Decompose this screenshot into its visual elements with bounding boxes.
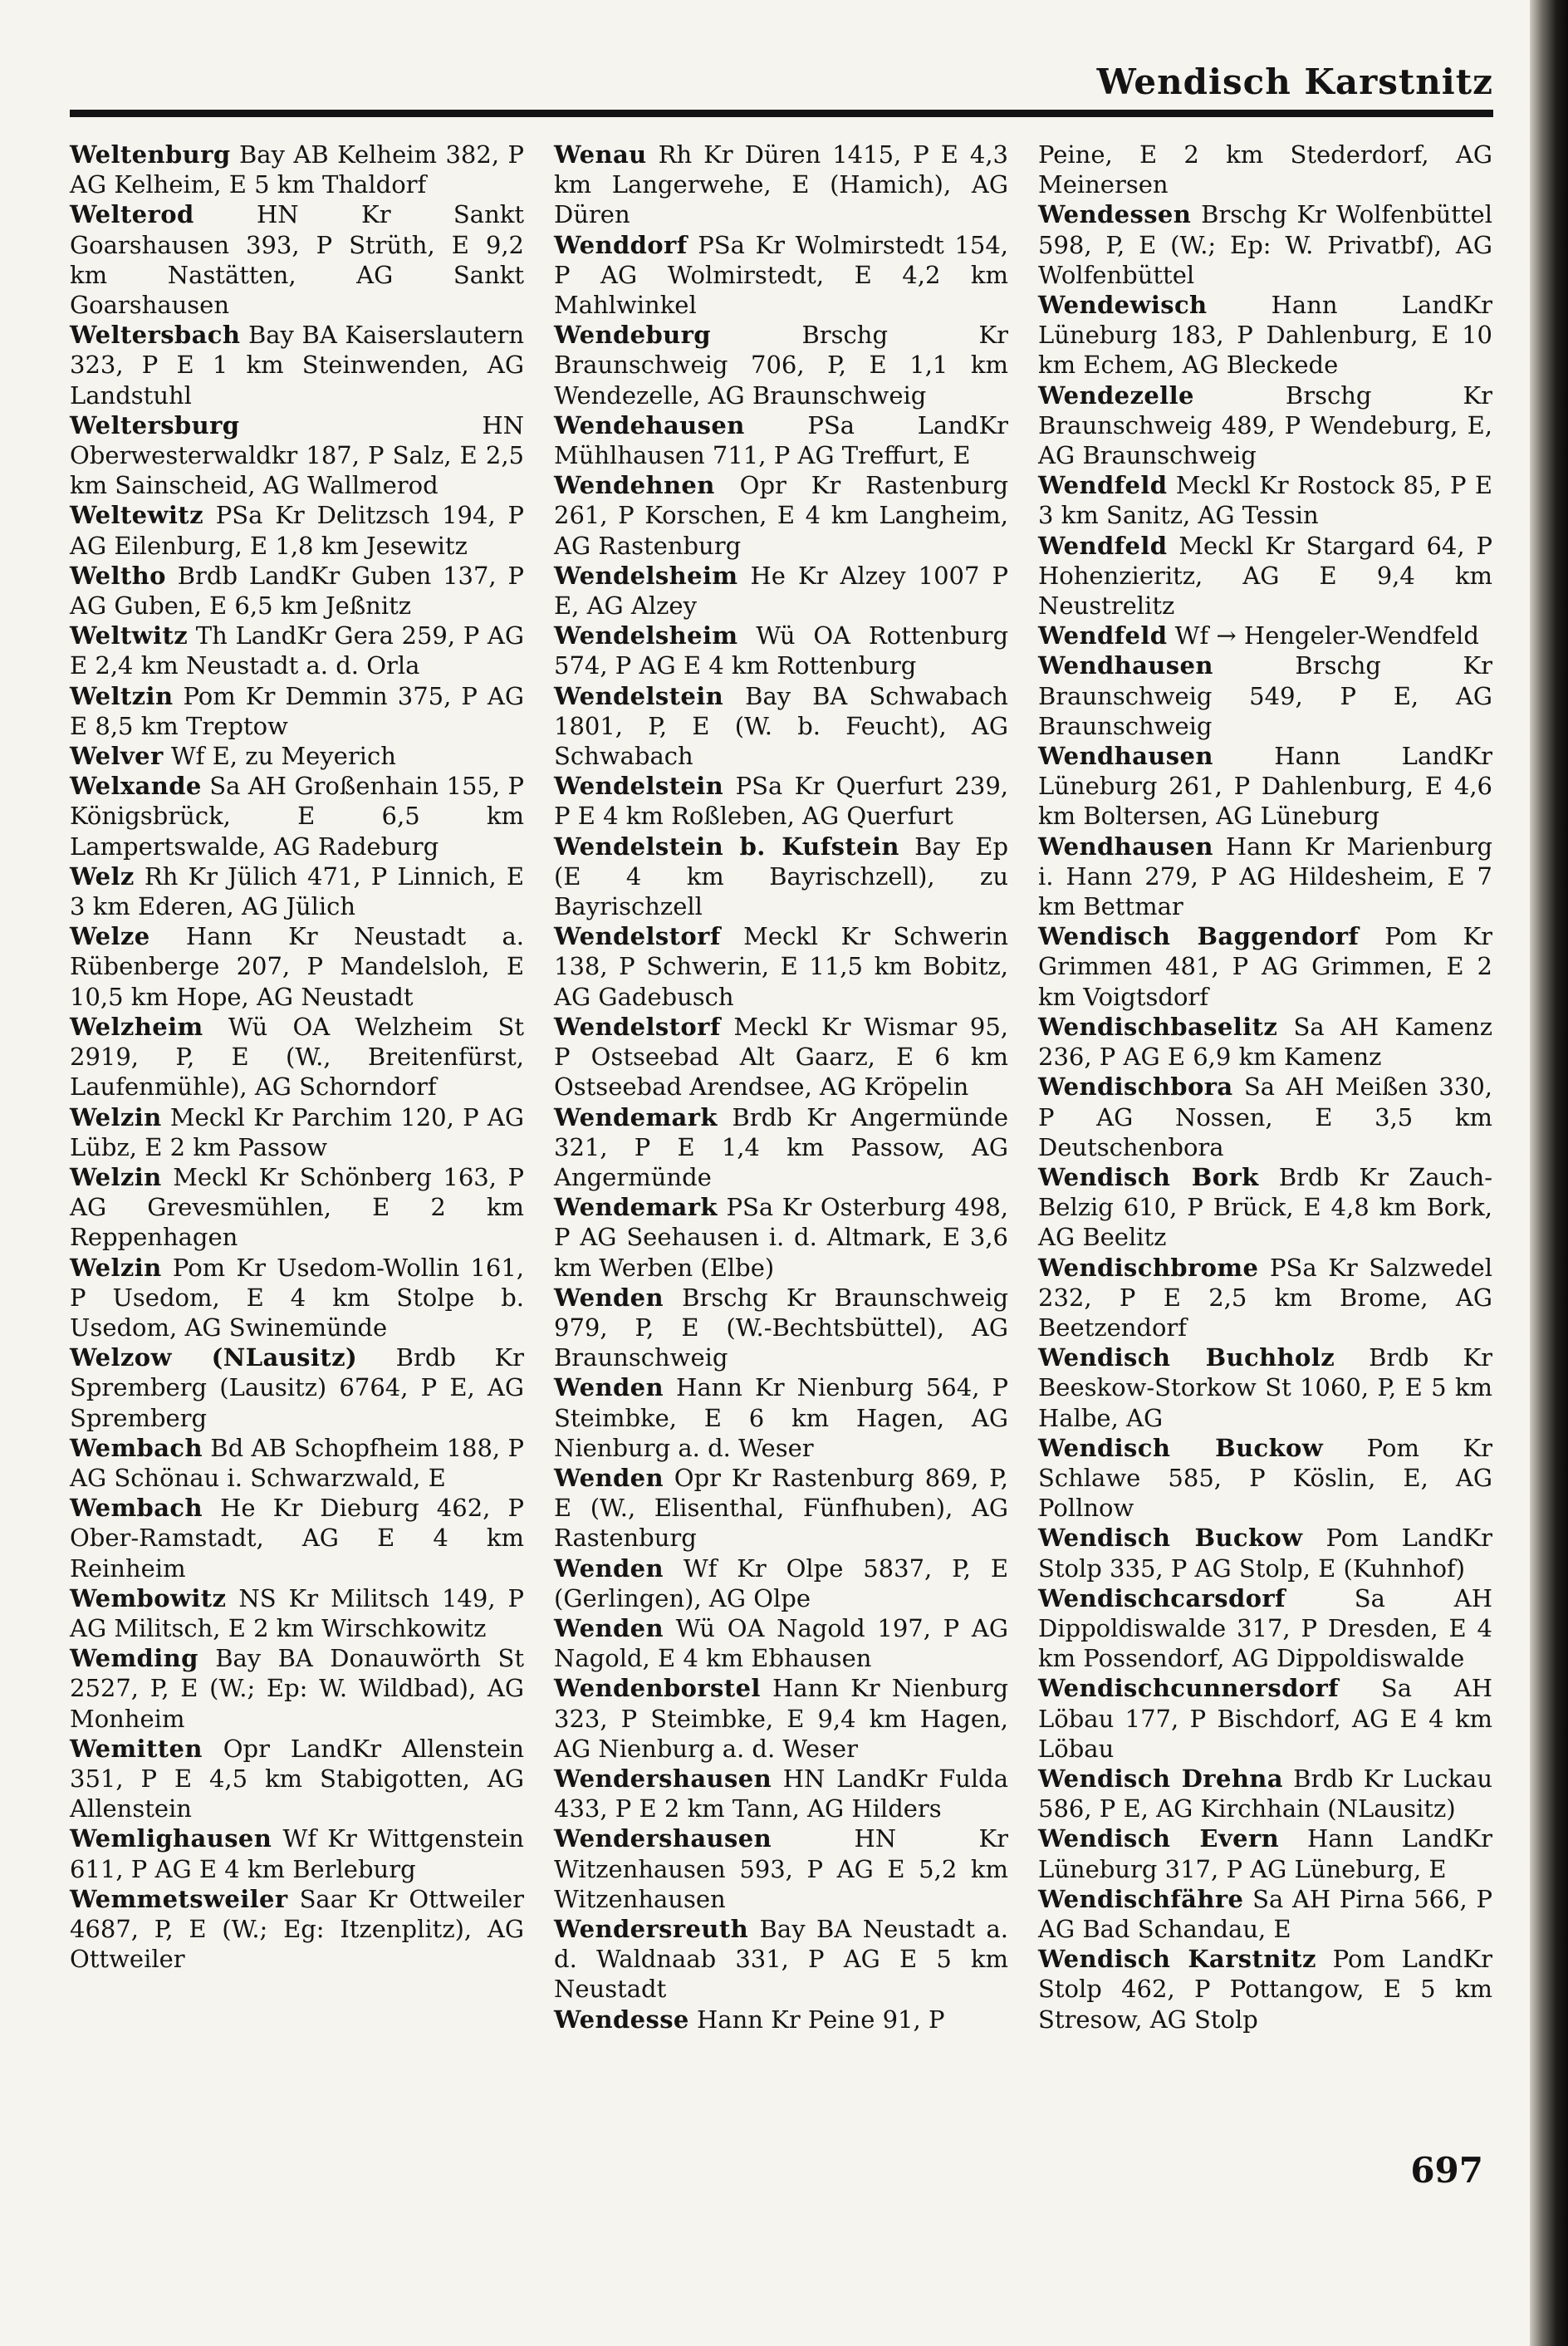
header-title: Wendisch Karstnitz — [1096, 61, 1493, 102]
entry-text: Brschg Kr Braunschweig 979, P, E (W.-Bechtsbüttel), AG Braunschweig — [554, 1283, 1009, 1372]
gazetteer-entry — [1038, 1253, 1492, 1343]
entry-headword: Wendewisch — [1038, 291, 1208, 320]
gazetteer-entry — [554, 230, 1008, 321]
entry-text: Pom LandKr Stolp 335, P AG Stolp, E (Kuhnhof) — [1038, 1524, 1492, 1583]
gazetteer-entry — [70, 140, 524, 199]
gazetteer-entry — [554, 921, 1008, 1012]
entry-text: Hann LandKr Lüneburg 261, P Dahlenburg, E 4,6 km Boltersen, AG Lüneburg — [1038, 742, 1492, 831]
gazetteer-entry — [554, 832, 1008, 922]
gazetteer-entry — [70, 1493, 524, 1583]
gazetteer-entry — [554, 771, 1008, 831]
gazetteer-entry — [70, 561, 524, 621]
gazetteer-entry — [554, 410, 1008, 470]
entry-headword: Welterod — [70, 200, 194, 229]
gazetteer-entry — [1038, 140, 1492, 199]
entry-text: Sa AH Kamenz 236, P AG E 6,9 km Kamenz — [1038, 1012, 1492, 1072]
gazetteer-entry — [554, 2005, 1008, 2034]
gazetteer-entry — [70, 1433, 524, 1493]
entry-text: Pom Kr Demmin 375, P AG E 8,5 km Treptow — [70, 681, 524, 740]
entry-text: PSa Kr Salzwedel 232, P E 2,5 km Brome, AG Beetzendorf — [1038, 1253, 1492, 1342]
entry-text: HN Kr Witzenhausen 593, P AG E 5,2 km Witzenhausen — [554, 1824, 1008, 1913]
entry-text: Wf E, zu Meyerich — [170, 742, 396, 771]
entry-headword: Wendhausen — [1038, 832, 1213, 861]
entry-text: Meckl Kr Wismar 95, P Ostseebad Alt Gaarz, E 6 km Ostseebad Arendsee, AG Kröpelin — [554, 1012, 1009, 1102]
gazetteer-entry — [554, 681, 1008, 772]
gazetteer-entry — [70, 681, 524, 741]
entry-text: Hann LandKr Lüneburg 183, P Dahlenburg, E 10 km Echem, AG Bleckede — [1038, 291, 1492, 380]
gazetteer-entry — [1038, 1673, 1492, 1764]
gazetteer-entry — [70, 1342, 524, 1433]
entry-headword: Wendelstein — [554, 772, 724, 801]
entry-text: Hann LandKr Lüneburg 317, P AG Lüneburg, E — [1038, 1824, 1492, 1883]
gazetteer-entry — [70, 410, 524, 501]
gazetteer-entry — [70, 741, 524, 771]
entry-headword: Wendhausen — [1038, 742, 1213, 771]
entry-text: Rh Kr Jülich 471, P Linnich, E 3 km Ederen, AG Jülich — [70, 861, 524, 921]
entry-text: Wf Kr Olpe 5837, P, E (Gerlingen), AG Olpe — [554, 1553, 1008, 1612]
entry-text: Pom Kr Grimmen 481, P AG Grimmen, E 2 km Voigtsdorf — [1038, 922, 1492, 1011]
gazetteer-entry — [554, 1764, 1008, 1823]
entry-headword: Wendisch Baggendorf — [1038, 922, 1360, 951]
gazetteer-entry — [70, 1102, 524, 1162]
entry-headword: Weltersbach — [70, 321, 241, 350]
entry-headword: Wenden — [554, 1463, 664, 1492]
column-2 — [554, 140, 1008, 2150]
entry-headword: Wendfeld — [1038, 621, 1168, 650]
entry-headword: Wemmetsweiler — [70, 1884, 288, 1913]
entry-text: Sa AH Löbau 177, P Bischdorf, AG E 4 km Löbau — [1038, 1674, 1492, 1763]
gazetteer-entry — [1038, 1523, 1492, 1583]
entry-text: Brschg Kr Braunschweig 706, P, E 1,1 km Wendezelle, AG Braunschweig — [554, 321, 1008, 410]
entry-headword: Wendelsheim — [554, 621, 738, 650]
entry-text: Hann Kr Marienburg i. Hann 279, P AG Hildesheim, E 7 km Bettmar — [1038, 832, 1493, 921]
entry-text: HN Kr Sankt Goarshausen 393, P Strüth, E 9,2 km Nastätten, AG Sankt Goarshausen — [70, 200, 524, 320]
gazetteer-entry — [1038, 531, 1492, 621]
entry-text: Sa AH Dippoldiswalde 317, P Dresden, E 4 km Possendorf, AG Dippoldiswalde — [1038, 1583, 1493, 1673]
entry-headword: Welver — [70, 742, 164, 771]
entry-text: He Kr Alzey 1007 P E, AG Alzey — [554, 561, 1008, 621]
gazetteer-entry — [1038, 650, 1492, 741]
entry-headword: Wenden — [554, 1613, 664, 1642]
entry-headword: Wendisch Karstnitz — [1038, 1945, 1316, 1974]
entry-text: Hann Kr Peine 91, P — [697, 2005, 945, 2034]
entry-headword: Wendershausen — [554, 1764, 772, 1793]
entry-text: Brdb Kr Beeskow-Storkow St 1060, P, E 5 km Halbe, AG — [1038, 1343, 1492, 1432]
entry-headword: Wendelstein — [554, 681, 724, 710]
gazetteer-entry — [1038, 1072, 1492, 1162]
gazetteer-entry — [554, 561, 1008, 621]
scan-edge-shadow — [1530, 0, 1568, 2346]
entry-text: Brdb LandKr Guben 137, P AG Guben, E 6,5 km Jeßnitz — [70, 561, 524, 621]
gazetteer-entry — [1038, 1162, 1492, 1253]
entry-headword: Wenden — [554, 1553, 664, 1583]
entry-headword: Wendemark — [554, 1193, 718, 1222]
entry-text: PSa Kr Wolmirstedt 154, P AG Wolmirstedt, E 4,2 km Mahlwinkel — [554, 230, 1008, 320]
gazetteer-entry — [70, 771, 524, 861]
entry-headword: Wembach — [70, 1433, 203, 1462]
entry-text: Meckl Kr Schwerin 138, P Schwerin, E 11,5 km Bobitz, AG Gadebusch — [554, 922, 1009, 1011]
gazetteer-entry — [554, 470, 1008, 561]
entry-headword: Welze — [70, 922, 150, 951]
entry-headword: Weltho — [70, 561, 166, 590]
gazetteer-entry — [70, 1253, 524, 1343]
entry-headword: Wendisch Bork — [1038, 1162, 1259, 1191]
gazetteer-entry — [554, 1372, 1008, 1463]
entry-text: NS Kr Militsch 149, P AG Militsch, E 2 km Wirschkowitz — [70, 1583, 524, 1642]
entry-headword: Wendischbaselitz — [1038, 1012, 1278, 1041]
gazetteer-entry — [554, 1914, 1008, 2005]
gazetteer-entry — [1038, 380, 1492, 471]
entry-text: Hann Kr Neustadt a. Rübenberge 207, P Mandelsloh, E 10,5 km Hope, AG Neustadt — [70, 922, 524, 1011]
gazetteer-entry — [70, 1734, 524, 1824]
column-1 — [70, 140, 524, 2150]
entry-text: Opr LandKr Allenstein 351, P E 4,5 km Stabigotten, AG Allenstein — [70, 1734, 525, 1823]
entry-headword: Welzheim — [70, 1012, 203, 1041]
gazetteer-entry — [70, 320, 524, 410]
entry-headword: Wendenborstel — [554, 1674, 761, 1703]
gazetteer-entry — [554, 1463, 1008, 1553]
entry-headword: Wembowitz — [70, 1583, 227, 1612]
gazetteer-entry — [70, 921, 524, 1012]
gazetteer-entry — [70, 1823, 524, 1883]
entry-headword: Weltersburg — [70, 410, 240, 439]
column-3 — [1038, 140, 1492, 2150]
entry-headword: Wenau — [554, 140, 647, 169]
entry-text: Sa AH Meißen 330, P AG Nossen, E 3,5 km Deutschenbora — [1038, 1072, 1492, 1161]
entry-text: Meckl Kr Rostock 85, P E 3 km Sanitz, AG Tessin — [1038, 471, 1492, 530]
gazetteer-entry — [554, 1673, 1008, 1764]
entry-headword: Wendischbrome — [1038, 1253, 1259, 1282]
entry-headword: Wendessen — [1038, 200, 1192, 229]
entry-text: Wf Kr Wittgenstein 611, P AG E 4 km Berleburg — [70, 1824, 524, 1883]
gazetteer-entry — [554, 1823, 1008, 1914]
entry-text: Wü OA Welzheim St 2919, P, E (W., Breitenfürst, Laufenmühle), AG Schorndorf — [70, 1012, 524, 1102]
entry-text: Brdb Kr Spremberg (Lausitz) 6764, P E, AG Spremberg — [70, 1343, 525, 1432]
gazetteer-entry — [554, 1012, 1008, 1102]
gazetteer-entry — [1038, 621, 1492, 650]
gazetteer-entry — [1038, 741, 1492, 832]
gazetteer-entry — [1038, 1012, 1492, 1072]
entry-text: Meckl Kr Schönberg 163, P AG Grevesmühlen, E 2 km Reppenhagen — [70, 1162, 524, 1252]
entry-text: Sa AH Pirna 566, P AG Bad Schandau, E — [1038, 1884, 1492, 1943]
entry-text: Rh Kr Düren 1415, P E 4,3 km Langerwehe, E (Hamich), AG Düren — [554, 140, 1008, 229]
gazetteer-entry — [554, 1553, 1008, 1613]
entry-text: Peine, E 2 km Stederdorf, AG Meinersen — [1038, 140, 1492, 199]
gazetteer-entry — [70, 1012, 524, 1102]
entry-text: Bay Ep (E 4 km Bayrischzell), zu Bayrischzell — [554, 832, 1009, 921]
entry-text: Wü OA Nagold 197, P AG Nagold, E 4 km Ebhausen — [554, 1613, 1008, 1673]
entry-text: PSa Kr Querfurt 239, P E 4 km Roßleben, AG Querfurt — [554, 772, 1009, 831]
entry-headword: Wendesse — [554, 2005, 689, 2034]
entry-text: Bd AB Schopfheim 188, P AG Schönau i. Schwarzwald, E — [70, 1433, 525, 1492]
entry-text: Bay BA Neustadt a. d. Waldnaab 331, P AG E 5 km Neustadt — [554, 1914, 1008, 2004]
entry-headword: Wendisch Drehna — [1038, 1764, 1283, 1793]
entry-headword: Wendelstorf — [554, 922, 721, 951]
entry-headword: Wembach — [70, 1494, 203, 1523]
entry-text: Th LandKr Gera 259, P AG E 2,4 km Neustadt a. d. Orla — [70, 621, 525, 680]
entry-headword: Wendehausen — [554, 410, 745, 439]
gazetteer-entry — [1038, 1583, 1492, 1674]
gazetteer-entry — [1038, 470, 1492, 530]
entry-text: PSa Kr Osterburg 498, P AG Seehausen i. d. Altmark, E 3,6 km Werben (Elbe) — [554, 1193, 1008, 1282]
entry-text: Brschg Kr Braunschweig 549, P E, AG Braunschweig — [1038, 651, 1492, 740]
gazetteer-entry — [1038, 290, 1492, 380]
gazetteer-entry — [554, 1192, 1008, 1283]
entry-headword: Wemlighausen — [70, 1824, 272, 1853]
gazetteer-entry — [554, 621, 1008, 680]
entry-headword: Welz — [70, 861, 135, 891]
entry-text: Brdb Kr Zauch-Belzig 610, P Brück, E 4,8 km Bork, AG Beelitz — [1038, 1162, 1492, 1252]
entry-headword: Wendeburg — [554, 321, 711, 350]
gazetteer-entry — [554, 1102, 1008, 1193]
header-rule — [70, 110, 1493, 117]
entry-headword: Wendischfähre — [1038, 1884, 1244, 1913]
gazetteer-entry — [554, 1283, 1008, 1373]
entry-text: Saar Kr Ottweiler 4687, P, E (W.; Eg: Itzenplitz), AG Ottweiler — [70, 1884, 524, 1974]
gazetteer-entry — [1038, 1342, 1492, 1433]
entry-headword: Wendersreuth — [554, 1914, 749, 1943]
gazetteer-entry — [70, 1162, 524, 1253]
entry-text: Brschg Kr Wolfenbüttel 598, P, E (W.; Ep: W. Privatbf), AG Wolfenbüttel — [1038, 200, 1492, 289]
entry-headword: Wendisch Buchholz — [1038, 1343, 1335, 1372]
entry-headword: Wemding — [70, 1644, 198, 1673]
gazetteer-entry — [1038, 1944, 1492, 2034]
entry-text: Pom Kr Usedom-Wollin 161, P Usedom, E 4 km Stolpe b. Usedom, AG Swinemünde — [70, 1253, 524, 1342]
entry-text: Bay AB Kelheim 382, P AG Kelheim, E 5 km Thaldorf — [70, 140, 525, 199]
gazetteer-entry — [1038, 921, 1492, 1012]
gazetteer-entry — [70, 1643, 524, 1734]
entry-text: HN Oberwesterwaldkr 187, P Salz, E 2,5 km Sainscheid, AG Wallmerod — [70, 410, 524, 500]
entry-headword: Wendischbora — [1038, 1072, 1233, 1102]
gazetteer-entry — [1038, 1823, 1492, 1883]
entry-headword: Weltenburg — [70, 140, 231, 169]
entry-headword: Wendfeld — [1038, 531, 1168, 560]
entry-headword: Wemitten — [70, 1734, 203, 1763]
entry-headword: Wenddorf — [554, 230, 688, 259]
entry-text: Wf → Hengeler-Wendfeld — [1174, 621, 1479, 650]
entry-headword: Wendisch Buckow — [1038, 1433, 1324, 1462]
entry-text: Brdb Kr Angermünde 321, P E 1,4 km Passow, AG Angermünde — [554, 1102, 1008, 1191]
entry-headword: Wendfeld — [1038, 471, 1168, 500]
entry-text: PSa LandKr Mühlhausen 711, P AG Treffurt, E — [554, 410, 1008, 470]
gazetteer-entry — [70, 1884, 524, 1975]
entry-headword: Weltwitz — [70, 621, 189, 650]
entry-headword: Welzin — [70, 1253, 162, 1282]
gazetteer-entry — [70, 621, 524, 680]
entry-text: Opr Kr Rastenburg 869, P, E (W., Elisenthal, Fünfhuben), AG Rastenburg — [554, 1463, 1008, 1553]
entry-headword: Wendershausen — [554, 1824, 772, 1853]
entry-text: Wü OA Rottenburg 574, P AG E 4 km Rottenburg — [554, 621, 1009, 680]
entry-text: PSa Kr Delitzsch 194, P AG Eilenburg, E 1,8 km Jesewitz — [70, 501, 524, 560]
entry-text: Hann Kr Nienburg 323, P Steimbke, E 9,4 km Hagen, AG Nienburg a. d. Weser — [554, 1674, 1009, 1763]
gazetteer-entry — [70, 500, 524, 560]
entry-text: Sa AH Großenhain 155, P Königsbrück, E 6,5 km Lampertswalde, AG Radeburg — [70, 772, 525, 861]
entry-text: He Kr Dieburg 462, P Ober-Ramstadt, AG E 4 km Reinheim — [70, 1494, 524, 1583]
gazetteer-entry — [1038, 1433, 1492, 1524]
page-number: 697 — [1410, 2150, 1483, 2191]
gazetteer-entry — [554, 320, 1008, 410]
entry-headword: Wendezelle — [1038, 380, 1194, 410]
entry-text: HN LandKr Fulda 433, P E 2 km Tann, AG Hilders — [554, 1764, 1008, 1823]
entry-text: Meckl Kr Parchim 120, P AG Lübz, E 2 km Passow — [70, 1102, 525, 1161]
entry-text: Bay BA Donauwörth St 2527, P, E (W.; Ep: W. Wildbad), AG Monheim — [70, 1644, 524, 1733]
entry-text: Brschg Kr Braunschweig 489, P Wendeburg, E, AG Braunschweig — [1038, 380, 1492, 470]
entry-headword: Wendisch Evern — [1038, 1824, 1280, 1853]
entry-headword: Wendisch Buckow — [1038, 1524, 1303, 1553]
entry-headword: Wendehnen — [554, 471, 715, 500]
entry-headword: Wendischcarsdorf — [1038, 1583, 1286, 1612]
entry-headword: Welzin — [70, 1162, 162, 1191]
entry-headword: Welzow (NLausitz) — [70, 1343, 358, 1372]
gazetteer-entry — [554, 1613, 1008, 1673]
gazetteer-entry — [1038, 199, 1492, 290]
entry-text: Pom LandKr Stolp 462, P Pottangow, E 5 km Stresow, AG Stolp — [1038, 1945, 1492, 2034]
entry-headword: Wendelstorf — [554, 1012, 721, 1041]
entry-headword: Welxande — [70, 772, 202, 801]
gazetteer-entry — [70, 199, 524, 320]
entry-text: Hann Kr Nienburg 564, P Steimbke, E 6 km Hagen, AG Nienburg a. d. Weser — [554, 1373, 1009, 1462]
gazetteer-entry — [1038, 832, 1492, 922]
entry-columns — [70, 140, 1493, 2150]
entry-text: Brdb Kr Luckau 586, P E, AG Kirchhain (NLausitz) — [1038, 1764, 1492, 1823]
entry-headword: Wendelsheim — [554, 561, 738, 590]
gazetteer-entry — [1038, 1764, 1492, 1823]
entry-headword: Welzin — [70, 1102, 162, 1131]
entry-headword: Weltzin — [70, 681, 174, 710]
entry-headword: Wendemark — [554, 1102, 718, 1131]
entry-text: Bay BA Schwabach 1801, P, E (W. b. Feucht), AG Schwabach — [554, 681, 1008, 771]
entry-headword: Wendhausen — [1038, 651, 1213, 680]
entry-text: Meckl Kr Stargard 64, P Hohenzieritz, AG E 9,4 km Neustrelitz — [1038, 531, 1493, 621]
entry-headword: Weltewitz — [70, 501, 203, 530]
entry-headword: Wendischcunnersdorf — [1038, 1674, 1340, 1703]
gazetteer-entry — [70, 1583, 524, 1643]
entry-headword: Wenden — [554, 1373, 664, 1402]
entry-text: Opr Kr Rastenburg 261, P Korschen, E 4 km Langheim, AG Rastenburg — [554, 471, 1009, 560]
gazetteer-entry — [70, 861, 524, 921]
gazetteer-entry — [1038, 1884, 1492, 1944]
entry-text: Pom Kr Schlawe 585, P Köslin, E, AG Pollnow — [1038, 1433, 1493, 1523]
entry-text: Bay BA Kaiserslautern 323, P E 1 km Steinwenden, AG Landstuhl — [70, 321, 525, 410]
entry-headword: Wendelstein b. Kufstein — [554, 832, 899, 861]
running-header — [70, 58, 1493, 106]
gazetteer-entry — [554, 140, 1008, 230]
entry-headword: Wenden — [554, 1283, 664, 1312]
